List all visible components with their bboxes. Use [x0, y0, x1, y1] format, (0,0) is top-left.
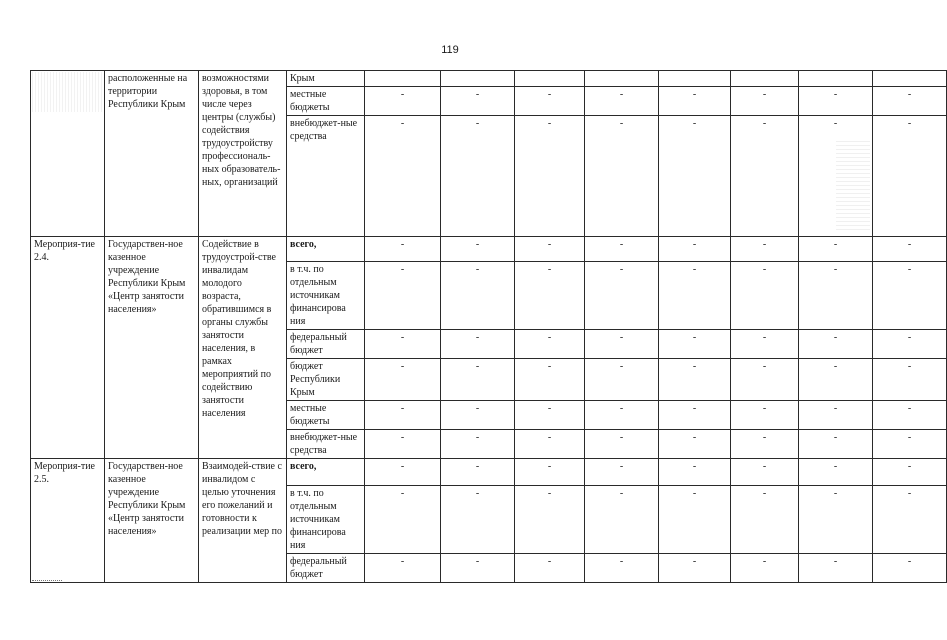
value-cell: -: [799, 486, 873, 554]
value-cell: -: [731, 87, 799, 116]
value-cell: -: [365, 330, 441, 359]
value-cell: -: [873, 237, 947, 262]
value-cell: -: [731, 401, 799, 430]
value-cell: -: [659, 330, 731, 359]
value-cell: -: [585, 486, 659, 554]
value-cell: -: [441, 359, 515, 401]
value-cell: -: [799, 359, 873, 401]
value-cell: -: [799, 554, 873, 583]
value-cell: -: [365, 237, 441, 262]
source-cell: местные бюджеты: [287, 401, 365, 430]
value-cell: -: [873, 430, 947, 459]
value-cell: -: [659, 359, 731, 401]
value-cell: -: [365, 459, 441, 486]
source-cell: в т.ч. по отдельным источникам финансирова ния: [287, 262, 365, 330]
value-cell: -: [873, 359, 947, 401]
value-cell: -: [365, 401, 441, 430]
source-cell: в т.ч. по отдельным источникам финансирова ния: [287, 486, 365, 554]
value-cell: -: [873, 87, 947, 116]
value-cell: -: [365, 486, 441, 554]
value-cell: -: [659, 459, 731, 486]
value-cell: -: [873, 116, 947, 237]
value-cell: -: [585, 116, 659, 237]
source-cell: местные бюджеты: [287, 87, 365, 116]
value-cell: -: [585, 87, 659, 116]
source-cell: федеральный бюджет: [287, 554, 365, 583]
source-cell: федеральный бюджет: [287, 330, 365, 359]
value-cell: -: [873, 401, 947, 430]
value-cell: -: [585, 554, 659, 583]
value-cell: -: [873, 486, 947, 554]
source-cell: внебюджет-ные средства: [287, 430, 365, 459]
value-cell: -: [799, 459, 873, 486]
value-cell: -: [873, 330, 947, 359]
value-cell: -: [731, 237, 799, 262]
value-cell: -: [731, 554, 799, 583]
value-cell: -: [365, 359, 441, 401]
value-cell: -: [731, 359, 799, 401]
measure-cell: [31, 71, 105, 237]
value-cell: -: [441, 486, 515, 554]
description-cell: Взаимодей-ствие с инвалидом с целью уточнения его пожеланий и готовности к реализации мер по: [199, 459, 287, 583]
source-cell: всего,: [287, 237, 365, 262]
source-cell: Крым: [287, 71, 365, 87]
value-cell: -: [659, 87, 731, 116]
value-cell: -: [441, 459, 515, 486]
value-cell: -: [515, 87, 585, 116]
value-cell: -: [515, 116, 585, 237]
source-cell: всего,: [287, 459, 365, 486]
value-cell: -: [731, 262, 799, 330]
value-cell: -: [799, 401, 873, 430]
value-cell: -: [515, 262, 585, 330]
measure-cell: Мероприя-тие 2.5.: [31, 459, 105, 583]
value-cell: -: [585, 359, 659, 401]
executor-cell: расположенные на территории Республики Крым: [105, 71, 199, 237]
value-cell: -: [441, 116, 515, 237]
value-cell: -: [515, 359, 585, 401]
value-cell: -: [515, 554, 585, 583]
value-cell: -: [441, 554, 515, 583]
value-cell: -: [585, 237, 659, 262]
value-cell: -: [659, 401, 731, 430]
description-cell: возможностями здоровья, в том числе через центры (службы) содействия трудоустройству профессиональ-ных образователь-ных, организаций: [199, 71, 287, 237]
value-cell: -: [515, 401, 585, 430]
value-cell: -: [515, 486, 585, 554]
value-cell: -: [873, 262, 947, 330]
value-cell: -: [659, 486, 731, 554]
value-cell: -: [515, 330, 585, 359]
value-cell: -: [799, 262, 873, 330]
value-cell: -: [585, 330, 659, 359]
table-row: [31, 237, 947, 262]
source-cell: бюджет Республики Крым: [287, 359, 365, 401]
value-cell: -: [365, 430, 441, 459]
value-cell: -: [731, 459, 799, 486]
value-cell: -: [659, 237, 731, 262]
value-cell: -: [585, 459, 659, 486]
value-cell: -: [799, 87, 873, 116]
value-cell: -: [799, 430, 873, 459]
value-cell: -: [515, 237, 585, 262]
value-cell: -: [659, 430, 731, 459]
value-cell: -: [441, 430, 515, 459]
value-cell: -: [365, 262, 441, 330]
value-cell: -: [441, 237, 515, 262]
value-cell: -: [873, 554, 947, 583]
value-cell: -: [799, 330, 873, 359]
description-cell: Содействие в трудоустрой-стве инвалидам молодого возраста, обратившимся в органы службы занятости населения, в рамках мероприятий по содействию занятости населения: [199, 237, 287, 459]
table-row: [31, 459, 947, 486]
table-row: [31, 71, 947, 87]
value-cell: -: [441, 87, 515, 116]
value-cell: -: [731, 116, 799, 237]
value-cell: -: [441, 330, 515, 359]
value-cell: -: [799, 237, 873, 262]
value-cell: -: [515, 430, 585, 459]
value-cell: -: [585, 401, 659, 430]
executor-cell: Государствен-ное казенное учреждение Республики Крым «Центр занятости населения»: [105, 459, 199, 583]
value-cell: -: [659, 554, 731, 583]
value-cell: -: [585, 430, 659, 459]
executor-cell: Государствен-ное казенное учреждение Республики Крым «Центр занятости населения»: [105, 237, 199, 459]
page-number: 119: [441, 44, 459, 56]
measure-cell: Мероприя-тие 2.4.: [31, 237, 105, 459]
value-cell: -: [799, 116, 873, 237]
value-cell: -: [365, 554, 441, 583]
value-cell: -: [365, 116, 441, 237]
financing-table: [30, 70, 947, 583]
value-cell: -: [585, 262, 659, 330]
value-cell: -: [731, 330, 799, 359]
source-cell: внебюджет-ные средства: [287, 116, 365, 237]
value-cell: -: [731, 486, 799, 554]
value-cell: -: [659, 116, 731, 237]
value-cell: -: [659, 262, 731, 330]
value-cell: -: [731, 430, 799, 459]
value-cell: -: [873, 459, 947, 486]
value-cell: -: [515, 459, 585, 486]
value-cell: -: [441, 262, 515, 330]
value-cell: -: [365, 87, 441, 116]
value-cell: -: [441, 401, 515, 430]
